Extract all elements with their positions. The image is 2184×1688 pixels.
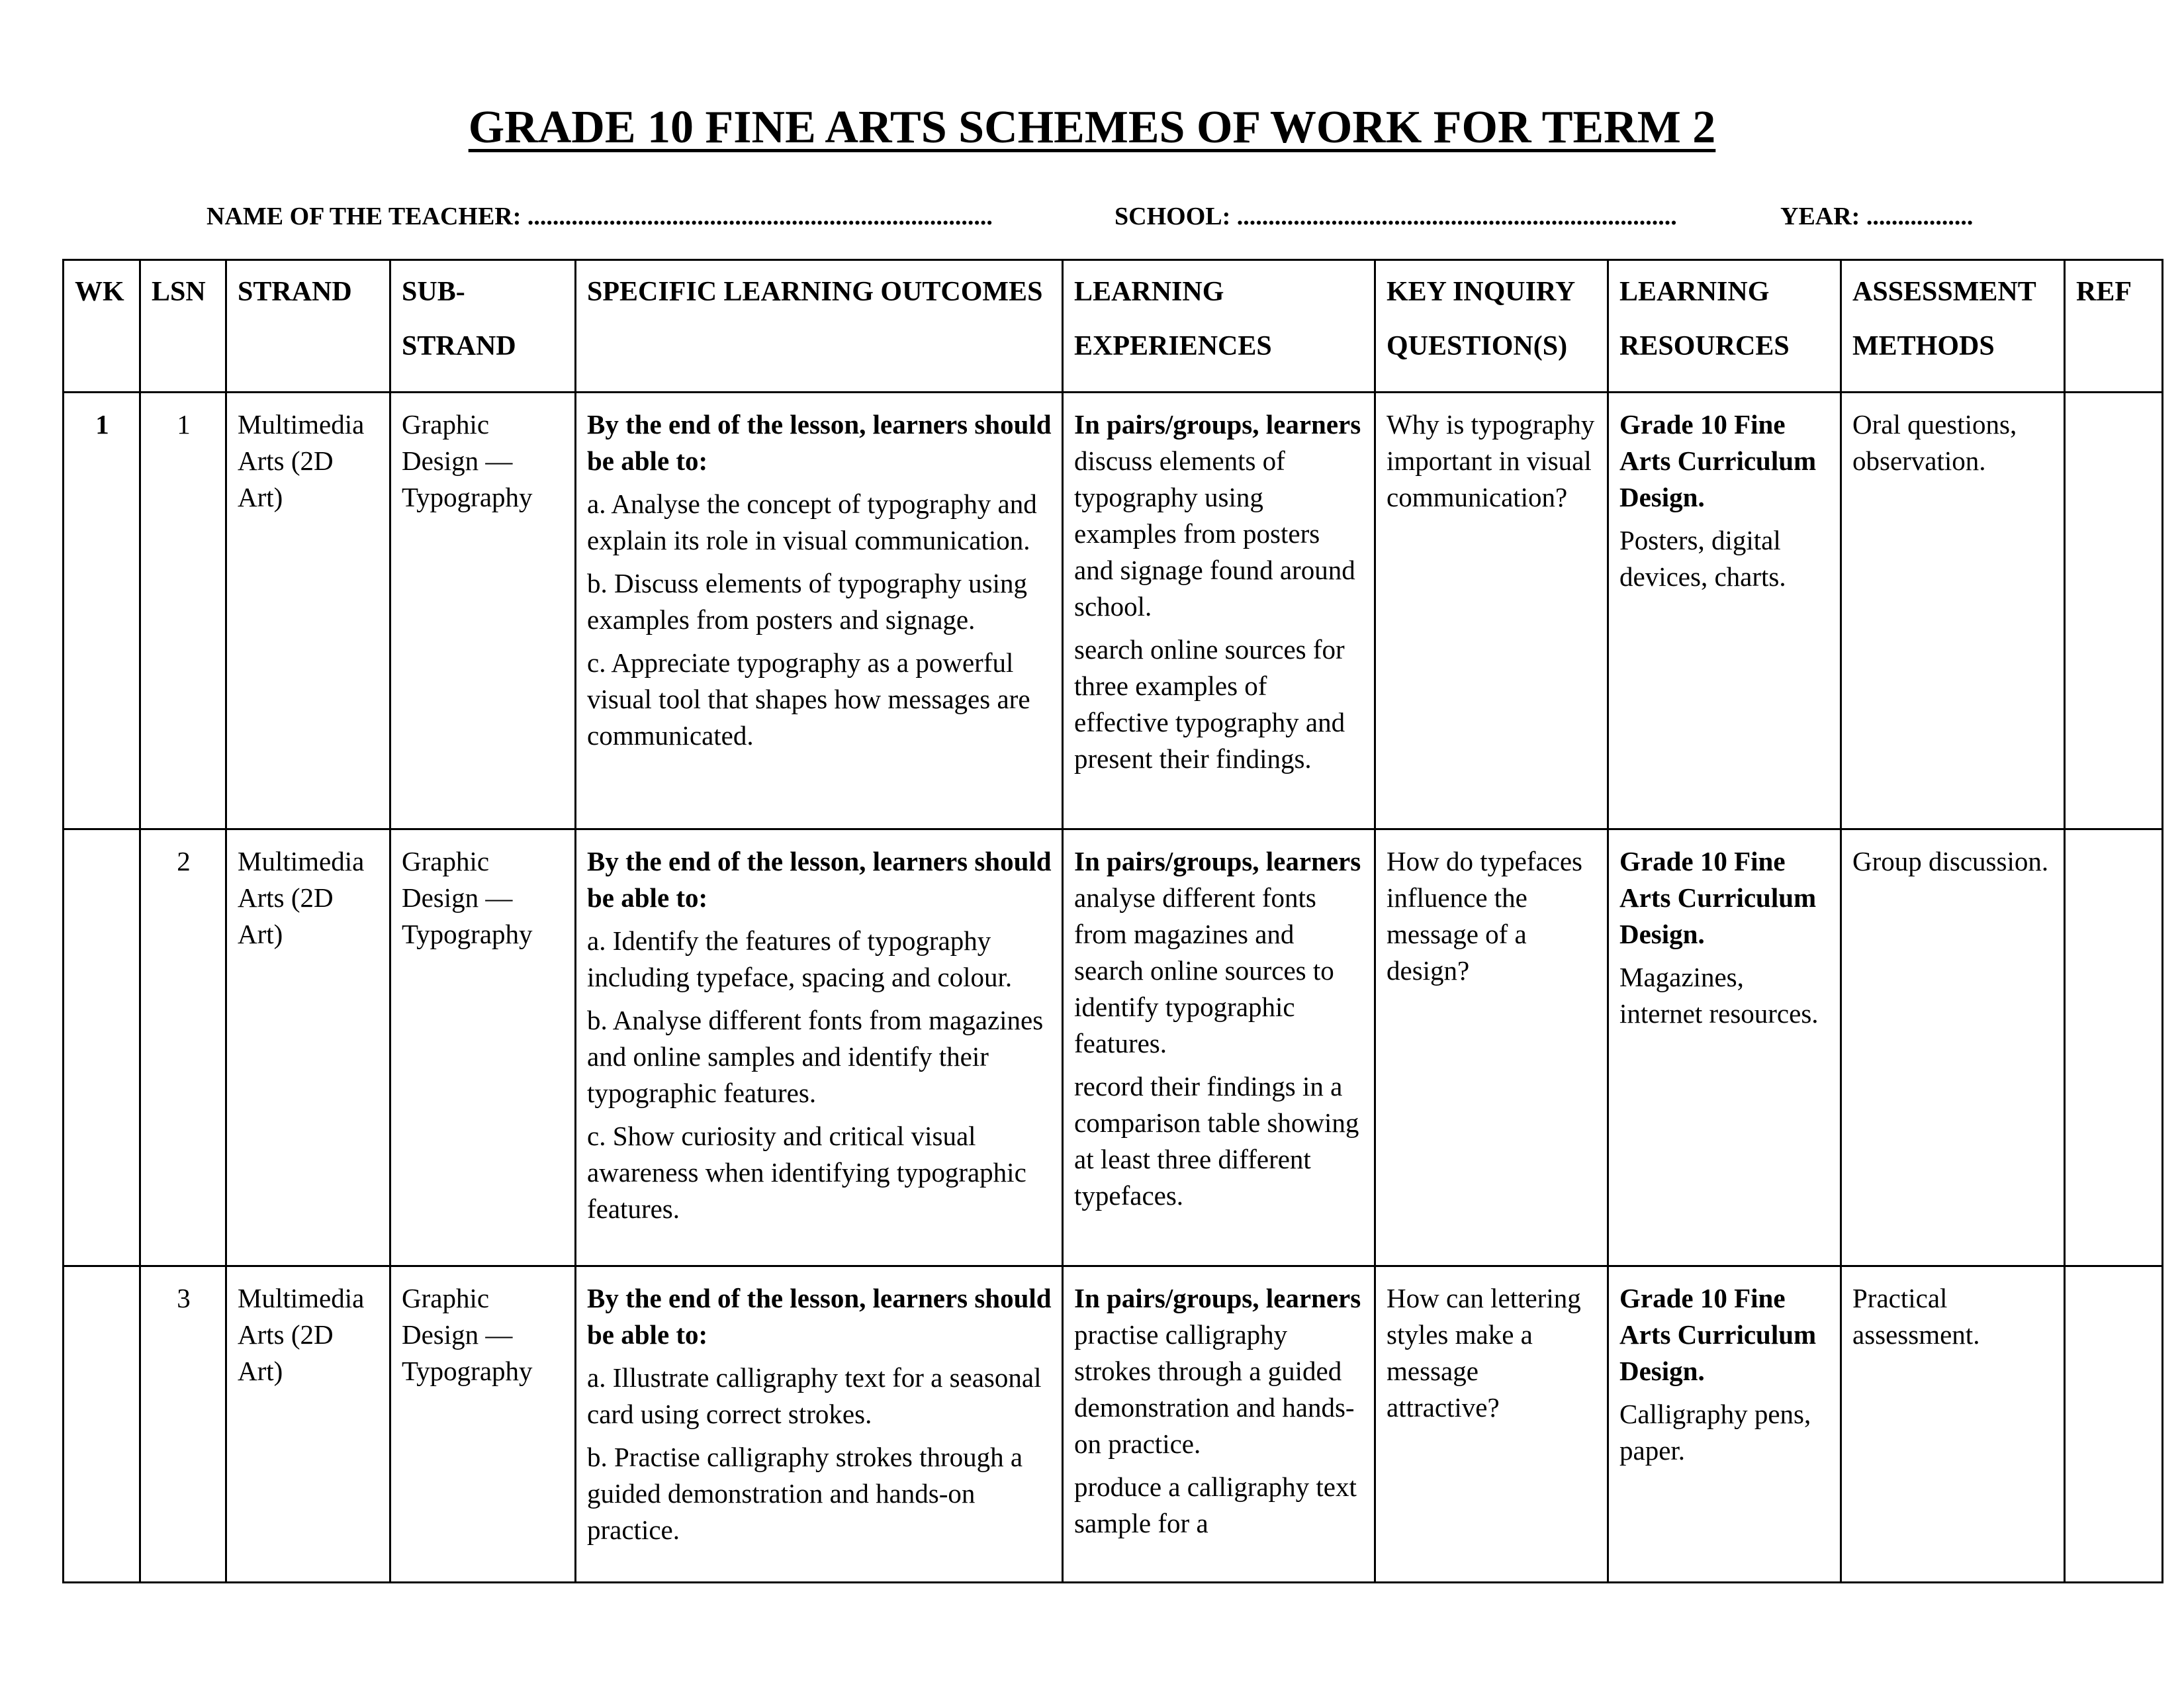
cell-outcomes <box>576 393 1063 829</box>
cell-assessment: Oral questions, observation. <box>1841 393 2065 829</box>
page-title: GRADE 10 FINE ARTS SCHEMES OF WORK FOR TERM 2 <box>468 102 1716 153</box>
experience-item: search online sources for three examples of effective typography and present their findings. <box>1074 634 1345 774</box>
table-row <box>64 1266 2163 1583</box>
cell-ref <box>2065 829 2163 1266</box>
cell-inquiry: Why is typography important in visual communication? <box>1375 393 1608 829</box>
cell-lsn: 2 <box>140 829 226 1266</box>
experience-item: produce a calligraphy text sample for a <box>1074 1472 1357 1538</box>
cell-substrand: Graphic Design — Typography <box>390 829 576 1266</box>
cell-inquiry: How can lettering styles make a message attractive? <box>1375 1266 1608 1583</box>
cell-wk <box>64 829 140 1266</box>
cell-ref <box>2065 1266 2163 1583</box>
cell-wk <box>64 1266 140 1583</box>
outcome-item: a. Identify the features of typography including typeface, spacing and colour. <box>587 925 1013 992</box>
resource-main: Grade 10 Fine Arts Curriculum Design. <box>1619 1283 1817 1386</box>
cell-strand: Multimedia Arts (2D Art) <box>226 1266 390 1583</box>
experience-lead: In pairs/groups, learners <box>1074 846 1361 876</box>
header-lsn: LSN <box>140 260 226 393</box>
outcome-item: b. Practise calligraphy strokes through a guided demonstration and hands-on practice. <box>587 1442 1023 1545</box>
experience-lead: In pairs/groups, learners <box>1074 409 1361 440</box>
table-row <box>64 393 2163 829</box>
resource-main: Grade 10 Fine Arts Curriculum Design. <box>1619 846 1817 949</box>
schemes-table <box>62 259 2163 1583</box>
school-field: SCHOOL: ...................................................................... <box>1115 203 1677 230</box>
cell-resources <box>1608 1266 1841 1583</box>
teacher-name-field: NAME OF THE TEACHER: .......................................................................... <box>206 203 993 230</box>
header-wk: WK <box>64 260 140 393</box>
outcomes-intro: By the end of the lesson, learners should be able to: <box>587 409 1052 476</box>
cell-wk: 1 <box>64 393 140 829</box>
resource-other: Posters, digital devices, charts. <box>1619 525 1786 592</box>
cell-assessment: Practical assessment. <box>1841 1266 2065 1583</box>
cell-lsn: 3 <box>140 1266 226 1583</box>
outcome-item: a. Illustrate calligraphy text for a seasonal card using correct strokes. <box>587 1362 1042 1429</box>
outcome-item: b. Discuss elements of typography using examples from posters and signage. <box>587 568 1028 635</box>
experience-item: record their findings in a comparison table showing at least three different typefaces. <box>1074 1071 1359 1211</box>
cell-resources <box>1608 829 1841 1266</box>
resource-other: Magazines, internet resources. <box>1619 962 1819 1029</box>
header-row <box>64 260 2163 393</box>
cell-experiences <box>1063 393 1375 829</box>
experience-text: practise calligraphy strokes through a guided demonstration and hands-on practice. <box>1074 1319 1355 1459</box>
experience-text: analyse different fonts from magazines and search online sources to identify typographic features. <box>1074 882 1334 1058</box>
resource-other: Calligraphy pens, paper. <box>1619 1399 1811 1466</box>
cell-strand: Multimedia Arts (2D Art) <box>226 393 390 829</box>
outcome-item: a. Analyse the concept of typography and explain its role in visual communication. <box>587 489 1037 555</box>
outcome-item: c. Show curiosity and critical visual awareness when identifying typographic features. <box>587 1121 1026 1224</box>
header-resources: LEARNING RESOURCES <box>1608 260 1841 393</box>
outcomes-intro: By the end of the lesson, learners should be able to: <box>587 846 1052 913</box>
resource-main: Grade 10 Fine Arts Curriculum Design. <box>1619 409 1817 512</box>
experience-text: discuss elements of typography using examples from posters and signage found around school. <box>1074 445 1355 622</box>
document-meta <box>0 199 2184 234</box>
year-field: YEAR: ................. <box>1780 203 1974 230</box>
header-inquiry: KEY INQUIRY QUESTION(S) <box>1375 260 1608 393</box>
header-ref: REF <box>2065 260 2163 393</box>
cell-assessment: Group discussion. <box>1841 829 2065 1266</box>
outcome-item: b. Analyse different fonts from magazines and online samples and identify their typographic features. <box>587 1005 1044 1108</box>
header-substrand: SUB-STRAND <box>390 260 576 393</box>
outcome-item: c. Appreciate typography as a powerful visual tool that shapes how messages are communicated. <box>587 647 1030 751</box>
experience-lead: In pairs/groups, learners <box>1074 1283 1361 1313</box>
header-outcomes: SPECIFIC LEARNING OUTCOMES <box>576 260 1063 393</box>
table-row <box>64 829 2163 1266</box>
cell-outcomes <box>576 829 1063 1266</box>
cell-substrand: Graphic Design — Typography <box>390 393 576 829</box>
outcomes-intro: By the end of the lesson, learners should be able to: <box>587 1283 1052 1350</box>
cell-outcomes <box>576 1266 1063 1583</box>
cell-inquiry: How do typefaces influence the message of a design? <box>1375 829 1608 1266</box>
cell-experiences <box>1063 1266 1375 1583</box>
cell-strand: Multimedia Arts (2D Art) <box>226 829 390 1266</box>
experience-item <box>1074 406 1365 625</box>
header-strand: STRAND <box>226 260 390 393</box>
header-experiences: LEARNING EXPERIENCES <box>1063 260 1375 393</box>
cell-resources <box>1608 393 1841 829</box>
cell-lsn: 1 <box>140 393 226 829</box>
experience-item <box>1074 1280 1365 1462</box>
cell-substrand: Graphic Design — Typography <box>390 1266 576 1583</box>
cell-ref <box>2065 393 2163 829</box>
cell-experiences <box>1063 829 1375 1266</box>
header-assessment: ASSESSMENT METHODS <box>1841 260 2065 393</box>
experience-item <box>1074 843 1365 1062</box>
